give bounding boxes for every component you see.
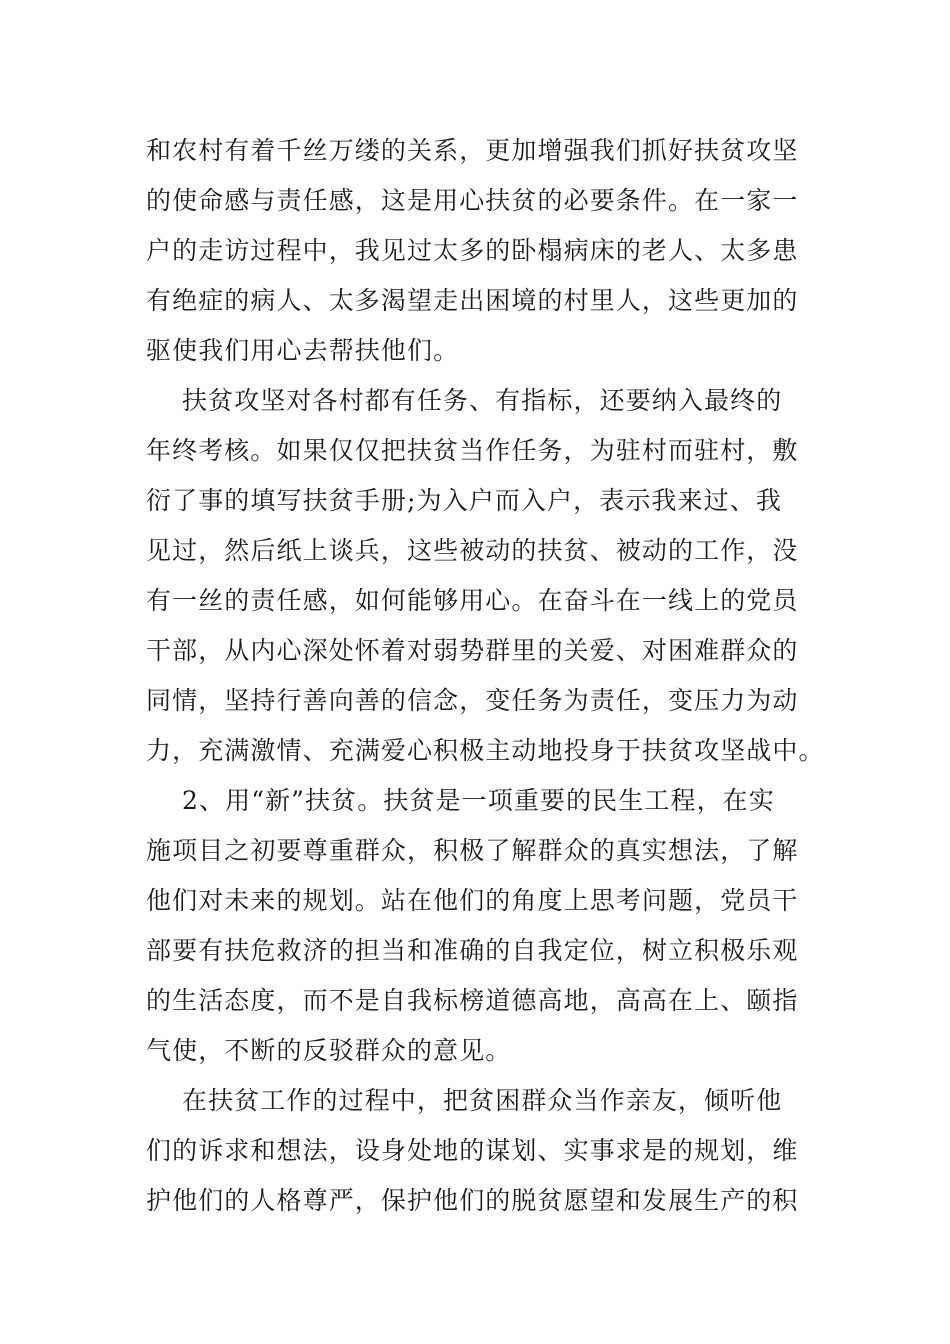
text-line: 和农村有着千丝万缕的关系，更加增强我们抓好扶贫攻坚 [146,136,799,165]
text-line: 干部，从内心深处怀着对弱势群里的关爱、对困难群众的 [146,636,799,665]
text-line: 护他们的人格尊严，保护他们的脱贫愿望和发展生产的积 [146,1186,799,1215]
paragraph-2 [146,376,825,776]
text-line: 的生活态度，而不是自我标榜道德高地，高高在上、颐指 [146,986,799,1015]
text-line: 施项目之初要尊重群众，积极了解群众的真实想法，了解 [146,836,799,865]
text-line: 同情，坚持行善向善的信念，变任务为责任，变压力为动 [146,686,799,715]
text-line: 驱使我们用心去帮扶他们。 [146,336,460,365]
text-line: 户的走访过程中，我见过太多的卧榻病床的老人、太多患 [146,236,799,265]
text-line: 有一丝的责任感，如何能够用心。在奋斗在一线上的党员 [146,586,799,615]
text-line: 有绝症的病人、太多渴望走出困境的村里人，这些更加的 [146,286,799,315]
text-line: 的使命感与责任感，这是用心扶贫的必要条件。在一家一 [146,186,799,215]
text-line: 衍了事的填写扶贫手册;为入户而入户，表示我来过、我 [146,486,782,515]
text-line: 们的诉求和想法，设身处地的谋划、实事求是的规划，维 [146,1136,799,1165]
text-line: 气使，不断的反驳群众的意见。 [146,1036,512,1065]
paragraph-4 [146,1076,799,1226]
text-line: 力，充满激情、充满爱心积极主动地投身于扶贫攻坚战中。 [146,736,825,765]
paragraph-3 [146,776,799,1076]
text-line: 2、用“新”扶贫。扶贫是一项重要的民生工程，在实 [182,786,775,815]
body-text [146,126,825,1226]
text-line: 年终考核。如果仅仅把扶贫当作任务，为驻村而驻村，敷 [146,436,799,465]
paragraph-1 [146,126,799,376]
text-line: 部要有扶危救济的担当和准确的自我定位，树立积极乐观 [146,936,799,965]
text-line: 见过，然后纸上谈兵，这些被动的扶贫、被动的工作，没 [146,536,799,565]
text-line: 在扶贫工作的过程中，把贫困群众当作亲友，倾听他 [182,1086,783,1115]
text-line: 他们对未来的规划。站在他们的角度上思考问题，党员干 [146,886,799,915]
text-line: 扶贫攻坚对各村都有任务、有指标，还要纳入最终的 [182,386,783,415]
